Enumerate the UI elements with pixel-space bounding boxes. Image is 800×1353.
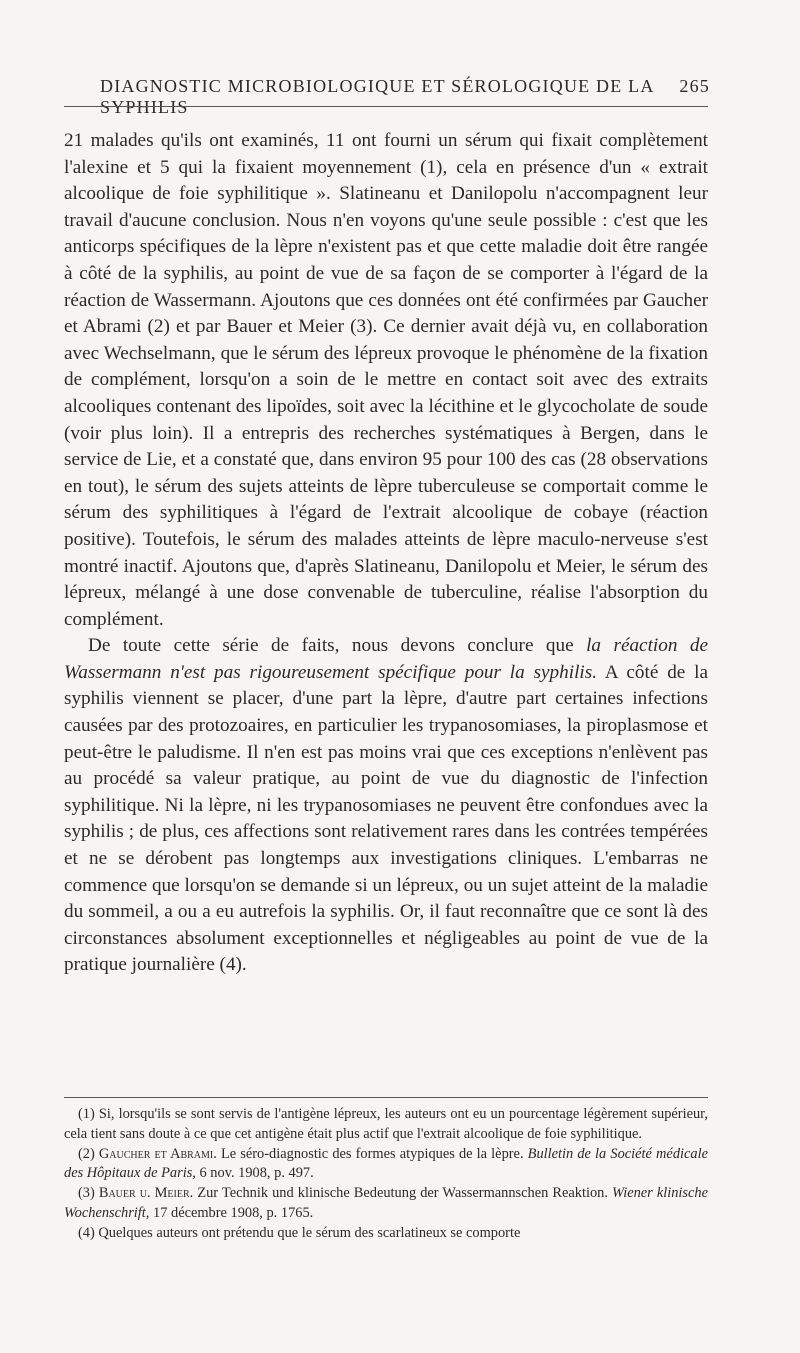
footnote-2-text: Le séro-diagnostic des formes atypiques de la lèpre. [216,1145,528,1162]
footnote-3-text: Zur Technik und klinische Bedeutung der Wassermannschen Reaktion. [193,1185,613,1202]
paragraph-2 [64,633,708,979]
footnote-2-marker: (2) [78,1145,99,1162]
footnote-3-marker: (3) [78,1185,99,1202]
main-text [64,128,708,979]
footnote-2-authors: Gaucher et Abrami. [98,1145,217,1162]
footnotes [64,1105,708,1244]
footnote-3-journal: Wiener klinische Wochenschrift, [64,1185,708,1221]
running-title: DIAGNOSTIC MICROBIOLOGIQUE ET SÉROLOGIQUE DE LA SYPHILIS [100,76,654,117]
paragraph-2-italic: la réaction de Wassermann n'est pas rigoureusement spécifique pour la syphilis. [64,635,708,683]
footnote-3-ref: 17 décembre 1908, p. 1765. [149,1204,314,1221]
paragraph-2-lead: De toute cette série de faits, nous devons conclure que [88,635,587,657]
page-number: 265 [679,76,710,96]
footnote-3 [64,1184,708,1224]
paragraph-1: 21 malades qu'ils ont examinés, 11 ont fourni un sérum qui fixait complètement l'alexine et 5 qui la fixaient moyennement (1), cela en présence d'un « extrait alcoolique de foie syphilitique ». Slatineanu et Danilopolu n'accompagnent leur travail d'aucune conclusion. Nous n'en voyons qu'une seule possible : c'est que les anticorps spécifiques de la lèpre n'existent pas et que cette maladie doit être rangée à côté de la syphilis, au point de vue de sa façon de se comporter à l'égard de la réaction de Wassermann. Ajoutons que ces données ont été confirmées par Gaucher et Abrami (2) et par Bauer et Meier (3). Ce dernier avait déjà vu, en collaboration avec Wechselmann, que le sérum des lépreux provoque le phénomène de la fixation de complément, lorsqu'on a soin de le mettre en contact soit avec des extraits alcooliques contenant des lipoïdes, soit avec la lécithine et le glycocholate de soude (voir plus loin). Il a entrepris des recherches systématiques à Bergen, dans le service de Lie, et a constaté que, dans environ 95 pour 100 des cas (28 observations en tout), le sérum des sujets atteints de lèpre tuberculeuse se comportait comme le sérum des syphilitiques à l'égard de l'extrait alcoolique de cobaye (réaction positive). Toutefois, le sérum des malades atteints de lèpre maculo-nerveuse s'est montré inactif. Ajoutons que, d'après Slatineanu, Danilopolu et Meier, le sérum des lépreux, mélangé à une dose convenable de tuberculine, réalise l'absorption du complément. [64,130,708,630]
footnote-rule [64,1097,708,1098]
paragraph-2-rest: A côté de la syphilis viennent se placer, d'une part la lèpre, d'autre part certaines infections causées par des protozoaires, en particulier les trypanosomiases, la piroplasmose et peut-être le paludisme. Il n'en est pas moins vrai que ces exceptions n'enlèvent pas au procédé sa valeur pratique, au point de vue du diagnostic de l'infection syphilitique. Ni la lèpre, ni les trypanosomiases ne peuvent être confondues avec la syphilis ; de plus, ces affections sont relativement rares dans les contrées tempérées et ne se dérobent pas longtemps aux investigations cliniques. L'embarras ne commence que lorsqu'on se demande si un lépreux, ou un sujet atteint de la maladie du sommeil, a ou a eu autrefois la syphilis. Or, il faut reconnaître que ce sont là des circonstances absolument exceptionnelles et négligeables au point de vue de la pratique journalière (4). [64,661,708,976]
footnote-2-journal: Bulletin de la Société médicale des Hôpitaux de Paris, [64,1145,708,1182]
footnote-4: (4) Quelques auteurs ont prétendu que le sérum des scarlatineux se comporte [78,1224,521,1241]
running-header [100,76,710,118]
footnote-2-ref: 6 nov. 1908, p. 497. [195,1165,314,1182]
footnote-3-authors: Bauer u. Meier. [98,1185,194,1202]
header-rule [64,106,708,107]
footnote-2 [64,1145,708,1185]
footnote-1: (1) Si, lorsqu'ils se sont servis de l'antigène lépreux, les auteurs ont eu un pourcentage légèrement supérieur, cela tient sans doute à ce que cet antigène était plus actif que l'extrait alcoolique de foie syphilitique. [64,1106,708,1142]
